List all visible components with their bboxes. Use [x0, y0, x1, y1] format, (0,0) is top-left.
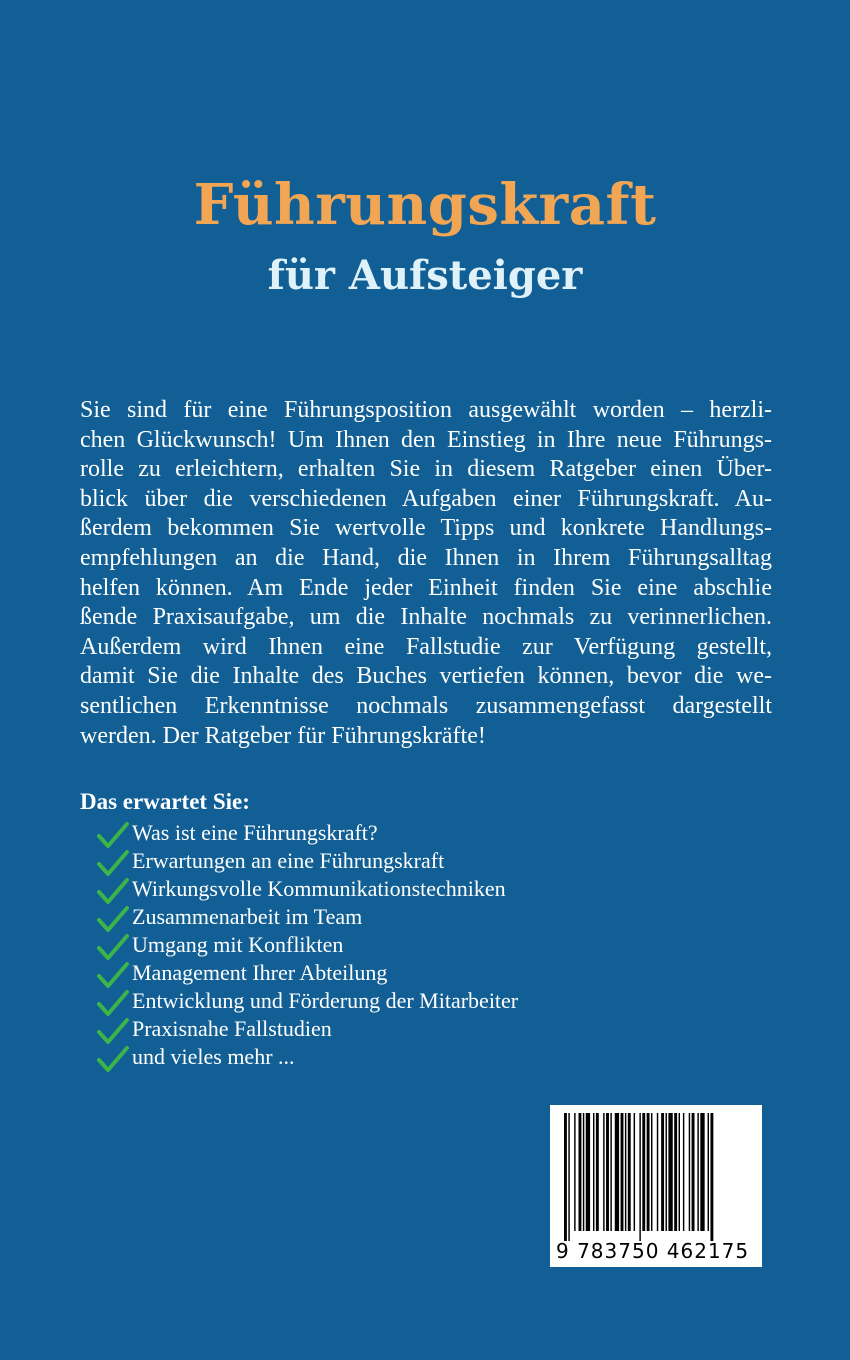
blurb-line: ßende Praxisaufgabe, um die Inhalte nochmals zu verinnerlichen.	[80, 604, 772, 631]
barcode-bar	[621, 1113, 624, 1231]
feature-item	[96, 931, 518, 959]
blurb-line: rolle zu erleichtern, erhalten Sie in diesem Ratgeber einen Über-	[80, 456, 772, 483]
blurb-line: Außerdem wird Ihnen eine Fallstudie zur Verfügung gestellt,	[80, 633, 772, 660]
barcode-bar	[700, 1113, 704, 1231]
barcode-bar	[628, 1113, 631, 1231]
feature-label: Praxisnahe Fallstudien	[132, 1016, 332, 1041]
feature-label: Zusammenarbeit im Team	[132, 904, 363, 929]
feature-item	[96, 987, 518, 1015]
barcode-bar	[615, 1113, 619, 1231]
blurb-line: sentlichen Erkenntnisse nochmals zusammengefasst dargestellt	[80, 692, 772, 719]
feature-item	[96, 959, 518, 987]
barcode-bar	[642, 1113, 645, 1231]
barcode-bar	[661, 1113, 664, 1231]
feature-item	[96, 1043, 518, 1071]
book-title: Führungskraft	[193, 172, 657, 238]
feature-label: Umgang mit Konflikten	[132, 932, 344, 957]
feature-label: Wirkungsvolle Kommunikationstechniken	[132, 876, 506, 901]
barcode-bar	[651, 1113, 652, 1231]
barcode-bar	[596, 1113, 599, 1231]
barcode-bar	[666, 1113, 667, 1231]
barcode-bar	[689, 1113, 690, 1231]
feature-label: und vieles mehr ...	[132, 1044, 295, 1069]
feature-item	[96, 847, 518, 875]
barcode-bar	[593, 1113, 594, 1231]
feature-item	[96, 875, 518, 903]
barcode-bar	[603, 1113, 604, 1231]
blurb-line: chen Glückwunsch! Um Ihnen den Einstieg in Ihre neue Führungs-	[80, 426, 772, 453]
barcode-bar	[586, 1113, 590, 1231]
barcode-bar	[647, 1113, 650, 1231]
feature-label: Management Ihrer Abteilung	[132, 960, 388, 985]
book-subtitle: für Aufsteiger	[267, 252, 583, 299]
barcode-bar	[639, 1113, 640, 1241]
barcode-bar	[692, 1113, 695, 1231]
barcode-bar	[657, 1113, 658, 1231]
feature-item	[96, 1015, 518, 1043]
barcode-bar	[574, 1113, 575, 1231]
feature-label: Erwartungen an eine Führungskraft	[132, 848, 445, 873]
blurb-line: empfehlungen an die Hand, die Ihnen in Ihrem Führungsalltag	[80, 544, 772, 571]
barcode-bar	[679, 1113, 680, 1231]
barcode-bar	[579, 1113, 582, 1231]
blurb-line: damit Sie die Inhalte des Buches vertiefen können, bevor die we-	[80, 663, 772, 690]
feature-item	[96, 819, 518, 847]
checkmark-icon	[96, 1045, 130, 1075]
barcode-bar	[668, 1113, 672, 1231]
features-list	[96, 819, 518, 1071]
blurb-line: Sie sind für eine Führungsposition ausgewählt worden – herzli-	[80, 397, 772, 423]
isbn-barcode	[550, 1105, 762, 1267]
barcode-bar	[610, 1113, 611, 1231]
blurb-line: helfen können. Am Ende jeder Einheit finden Sie eine abschlie	[80, 574, 772, 601]
feature-label: Entwicklung und Förderung der Mitarbeiter	[132, 988, 519, 1013]
blurb-text	[80, 396, 772, 751]
barcode-bar	[683, 1113, 684, 1231]
barcode-bar	[708, 1113, 709, 1231]
barcode-bar	[710, 1113, 713, 1241]
barcode-bar	[568, 1113, 569, 1241]
blurb-line: werden. Der Ratgeber für Führungskräfte!	[80, 722, 486, 749]
barcode-bar	[606, 1113, 609, 1231]
blurb-line: ßerdem bekommen Sie wertvolle Tipps und konkrete Handlungs-	[80, 515, 772, 542]
barcode-bar	[674, 1113, 677, 1231]
isbn-number: 9 783750 462175	[556, 1239, 750, 1263]
blurb-line: blick über die verschiedenen Aufgaben einer Führungskraft. Au-	[80, 485, 772, 512]
barcode-bar	[697, 1113, 698, 1231]
barcode-bar	[625, 1113, 626, 1231]
barcode-bar	[583, 1113, 584, 1231]
barcode-bar	[634, 1113, 635, 1231]
feature-item	[96, 903, 518, 931]
feature-label: Was ist eine Führungskraft?	[132, 820, 378, 845]
barcode-bar	[564, 1113, 567, 1241]
features-heading: Das erwartet Sie:	[80, 789, 250, 814]
